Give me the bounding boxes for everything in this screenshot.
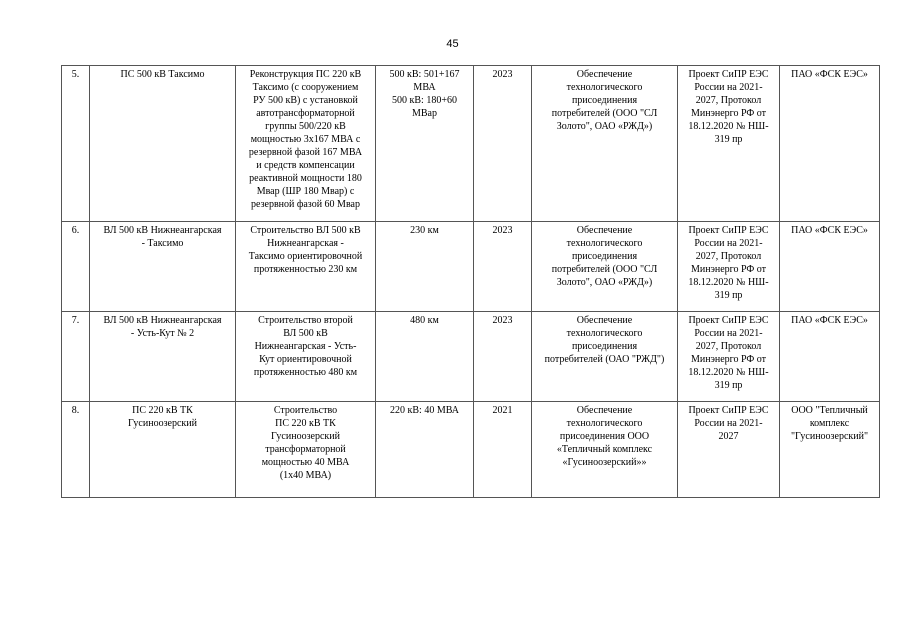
row-number-cell xyxy=(62,402,90,498)
capacity-cell xyxy=(376,222,474,312)
row-number-cell xyxy=(62,312,90,402)
work-description-cell xyxy=(236,66,376,222)
purpose-cell xyxy=(532,402,678,498)
capacity: 220 кВ: 40 МВА xyxy=(390,405,459,416)
object-name: ПС 220 кВ ТК Гусиноозерский xyxy=(128,405,197,429)
basis: Проект СиПР ЕЭС России на 2021- 2027, Протокол Минэнерго РФ от 18.12.2020 № НШ- 319 пр xyxy=(688,225,769,301)
row-number: 8. xyxy=(71,405,80,416)
purpose: Обеспечение технологического присоединения потребителей (ООО "СЛ Золото", ОАО «РЖД») xyxy=(551,225,658,288)
purpose-cell xyxy=(532,312,678,402)
object-name: ВЛ 500 кВ Нижнеангарская - Усть-Кут № 2 xyxy=(103,315,222,339)
responsible: ПАО «ФСК ЕЭС» xyxy=(791,225,868,236)
work-description-cell xyxy=(236,402,376,498)
table-row xyxy=(62,402,880,498)
row-number: 7. xyxy=(71,315,80,326)
table-row xyxy=(62,222,880,312)
page-number: 45 xyxy=(446,38,459,50)
responsible-cell xyxy=(780,312,880,402)
work-description-cell xyxy=(236,222,376,312)
table-row xyxy=(62,66,880,222)
work-description-cell xyxy=(236,312,376,402)
purpose: Обеспечение технологического присоединения ООО «Тепличный комплекс «Гусиноозерский»» xyxy=(556,405,653,468)
capacity: 480 км xyxy=(410,315,439,326)
responsible: ООО "Тепличный комплекс "Гусиноозерский" xyxy=(790,405,869,442)
responsible-cell xyxy=(780,66,880,222)
table-row xyxy=(62,312,880,402)
object-name-cell xyxy=(90,222,236,312)
responsible-cell xyxy=(780,402,880,498)
responsible-cell xyxy=(780,222,880,312)
capacity: 230 км xyxy=(410,225,439,236)
year-cell xyxy=(474,66,532,222)
year: 2023 xyxy=(492,225,513,236)
basis-cell xyxy=(678,312,780,402)
work-description: Строительство второй ВЛ 500 кВ Нижнеангарская - Усть- Кут ориентировочной протяженностью 480 км xyxy=(253,315,358,378)
work-description: Реконструкция ПС 220 кВ Таксимо (с сооружением РУ 500 кВ) с установкой автотрансформаторной группы 500/220 кВ мощностью 3х167 МВА с резервной фазой 167 МВА и средств компенсации реактивной мощности 180 Мвар (ШР 180 Мвар) с резервной фазой 60 Мвар xyxy=(248,69,363,210)
basis-cell xyxy=(678,222,780,312)
object-name-cell xyxy=(90,66,236,222)
object-name-cell xyxy=(90,312,236,402)
row-number-cell xyxy=(62,222,90,312)
capacity-cell xyxy=(376,312,474,402)
purpose-cell xyxy=(532,222,678,312)
responsible: ПАО «ФСК ЕЭС» xyxy=(791,315,868,326)
year: 2023 xyxy=(492,315,513,326)
row-number: 5. xyxy=(71,69,80,80)
year: 2021 xyxy=(492,405,513,416)
object-name: ПС 500 кВ Таксимо xyxy=(120,69,205,80)
basis-cell xyxy=(678,66,780,222)
capacity: 500 кВ: 501+167 МВА 500 кВ: 180+60 МВар xyxy=(389,69,460,119)
row-number-cell xyxy=(62,66,90,222)
year-cell xyxy=(474,402,532,498)
year-cell xyxy=(474,222,532,312)
basis-cell xyxy=(678,402,780,498)
responsible: ПАО «ФСК ЕЭС» xyxy=(791,69,868,80)
purpose: Обеспечение технологического присоединения потребителей (ОАО "РЖД") xyxy=(544,315,665,365)
row-number: 6. xyxy=(71,225,80,236)
projects-table xyxy=(61,65,880,498)
year-cell xyxy=(474,312,532,402)
basis: Проект СиПР ЕЭС России на 2021- 2027, Протокол Минэнерго РФ от 18.12.2020 № НШ- 319 пр xyxy=(688,69,769,145)
work-description: Строительство ВЛ 500 кВ Нижнеангарская - Таксимо ориентировочной протяженностью 230 км xyxy=(248,225,363,275)
purpose-cell xyxy=(532,66,678,222)
object-name-cell xyxy=(90,402,236,498)
year: 2023 xyxy=(492,69,513,80)
purpose: Обеспечение технологического присоединения потребителей (ООО "СЛ Золото", ОАО «РЖД») xyxy=(551,69,658,132)
object-name: ВЛ 500 кВ Нижнеангарская - Таксимо xyxy=(103,225,222,249)
basis: Проект СиПР ЕЭС России на 2021- 2027 xyxy=(688,405,769,442)
capacity-cell xyxy=(376,402,474,498)
capacity-cell xyxy=(376,66,474,222)
work-description: Строительство ПС 220 кВ ТК Гусиноозерский трансформаторной мощностью 40 МВА (1х40 МВА) xyxy=(261,405,350,481)
basis: Проект СиПР ЕЭС России на 2021- 2027, Протокол Минэнерго РФ от 18.12.2020 № НШ- 319 пр xyxy=(688,315,769,391)
